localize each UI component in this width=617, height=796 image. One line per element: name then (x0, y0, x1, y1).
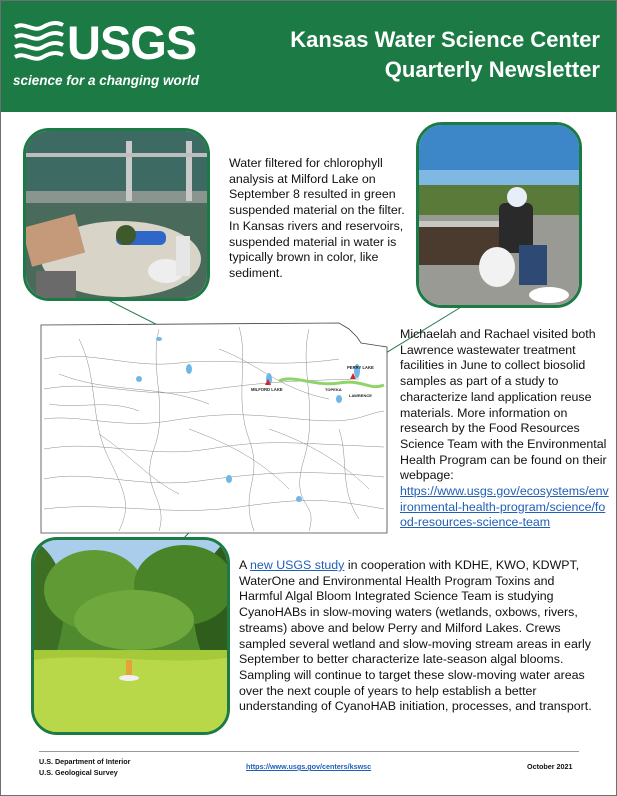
new-usgs-study-link[interactable]: new USGS study (250, 558, 345, 572)
footer-agency (39, 756, 130, 778)
footer-center-link[interactable]: https://www.usgs.gov/centers/kswsc (246, 762, 372, 771)
biosolids-caption (400, 327, 610, 531)
biosolid-sampling-photo (416, 122, 582, 308)
wetland-kayak-photo (31, 537, 230, 735)
footer-date: October 2021 (527, 762, 573, 771)
study-body: in cooperation with KDHE, KWO, KDWPT, WaterOne and Environmental Health Program Toxins and Harmful Algal Bloom Integrated Science Team is studying CyanoHABs in slow-moving waters (wetlands, oxbows, rivers, streams) above and below Perry and Milford Lakes. Crews sampled several wetland and slow-moving stream areas in early September to better characterize late-season algal blooms. Sampling will continue to target these slow-moving water areas over the next couple of years to help establish a better understanding of CyanoHAB initiation, processes, and transport. (239, 558, 592, 714)
footer-divider (39, 751, 579, 752)
cyanohab-study-caption (239, 558, 594, 715)
perry-label: PERRY LAKE (347, 365, 374, 370)
food-resources-link[interactable]: https://www.usgs.gov/ecosystems/environmental-health-program/science/food-resources-science-team (400, 484, 609, 530)
title-line-1: Kansas Water Science Center (290, 27, 600, 52)
chlorophyll-filter-photo (23, 128, 210, 301)
footer-dept: U.S. Department of Interior (39, 757, 131, 766)
topeka-label: TOPEKA (325, 387, 342, 392)
study-prefix: A (239, 558, 251, 572)
logo-wordmark: USGS (67, 16, 197, 69)
chlorophyll-caption: Water filtered for chlorophyll analysis at Milford Lake on September 8 resulted in green suspended material on the filter. In Kansas rivers and reservoirs, suspended material in water is typically brown in color, like sediment. (229, 156, 405, 280)
lawrence-label: LAWRENCE (349, 393, 372, 398)
kansas-map (39, 319, 389, 534)
logo-tagline: science for a changing world (13, 73, 200, 88)
footer-survey: U.S. Geological Survey (39, 768, 118, 777)
title-line-2: Quarterly Newsletter (384, 57, 600, 82)
biosolids-text: Michaelah and Rachael visited both Lawrence wastewater treatment facilities in June to collect biosolid samples as part of a study to characterize land application reuse materials. More information on research by the Food Resources Science Team with the Environmental Health Program can be found on their webpage: (400, 327, 607, 483)
milford-label: MILFORD LAKE (251, 387, 283, 392)
